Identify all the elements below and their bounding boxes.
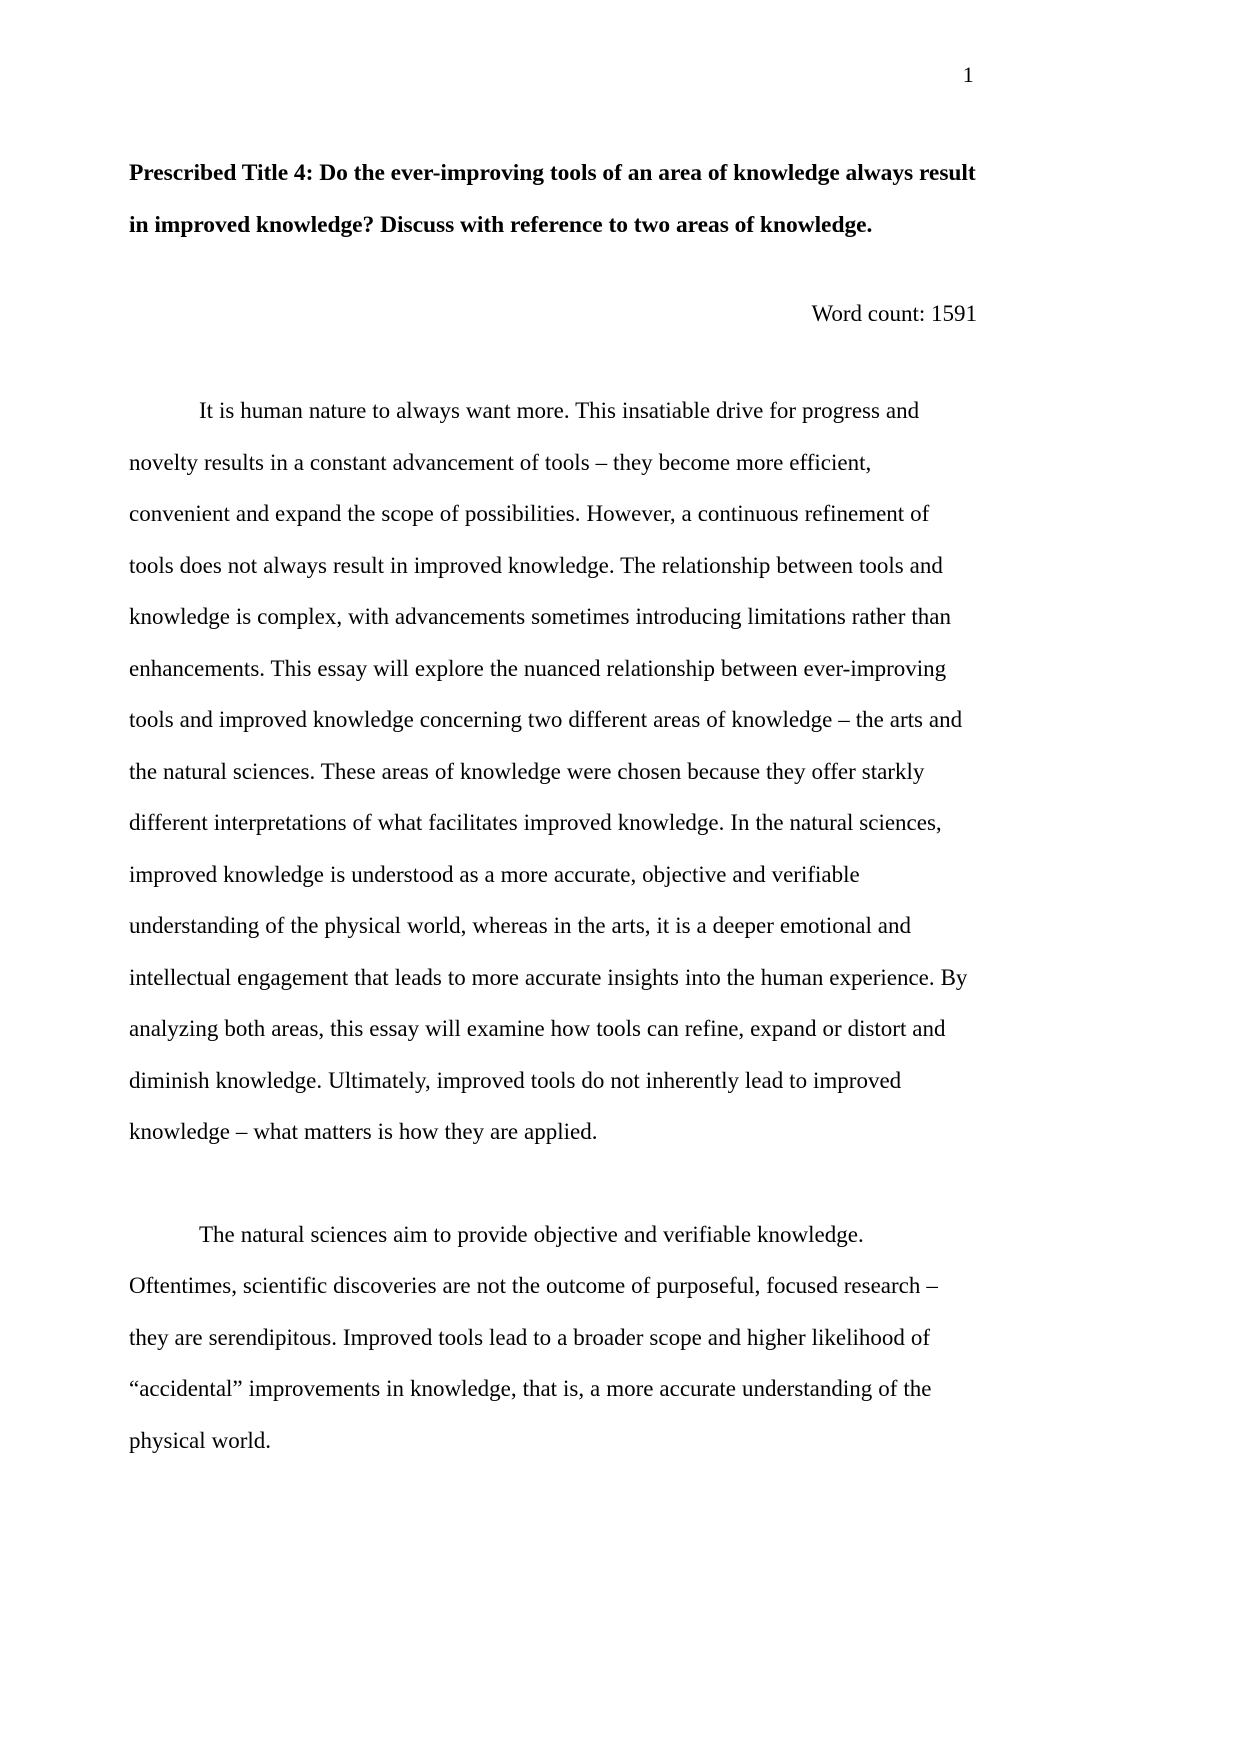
paragraph-2: The natural sciences aim to provide objective and verifiable knowledge. Oftentimes, scientific discoveries are not the outcome of purposeful, focused research – they are serendipitous. Improved tools lead to a broader scope and higher likelihood of “accidental” improvements in knowledge, that is, a more accurate understanding of the physical world. — [129, 1221, 938, 1453]
page-number: 1 — [962, 62, 974, 87]
word-count-label: Word count: 1591 — [811, 301, 977, 326]
paragraph-1: It is human nature to always want more. This insatiable drive for progress and novelty results in a constant advancement of tools – they become more efficient, convenient and expand the scope of possibilities. However, a continuous refinement of tools does not always result in improved knowledge. The relationship between tools and knowledge is complex, with advancements sometimes introducing limitations rather than enhancements. This essay will explore the nuanced relationship between ever-improving tools and improved knowledge concerning two different areas of knowledge – the arts and the natural sciences. These areas of knowledge were chosen because they offer starkly different interpretations of what facilitates improved knowledge. In the natural sciences, improved knowledge is understood as a more accurate, objective and verifiable understanding of the physical world, whereas in the arts, it is a deeper emotional and intellectual engagement that leads to more accurate insights into the human experience. By analyzing both areas, this essay will examine how tools can refine, expand or distort and diminish knowledge. Ultimately, improved tools do not inherently lead to improved knowledge – what matters is how they are applied. — [129, 398, 968, 1144]
essay-body — [129, 385, 977, 1466]
page-title: Prescribed Title 4: Do the ever-improving tools of an area of knowledge always result in improved knowledge? Discuss with reference to two areas of knowledge. — [129, 159, 976, 238]
